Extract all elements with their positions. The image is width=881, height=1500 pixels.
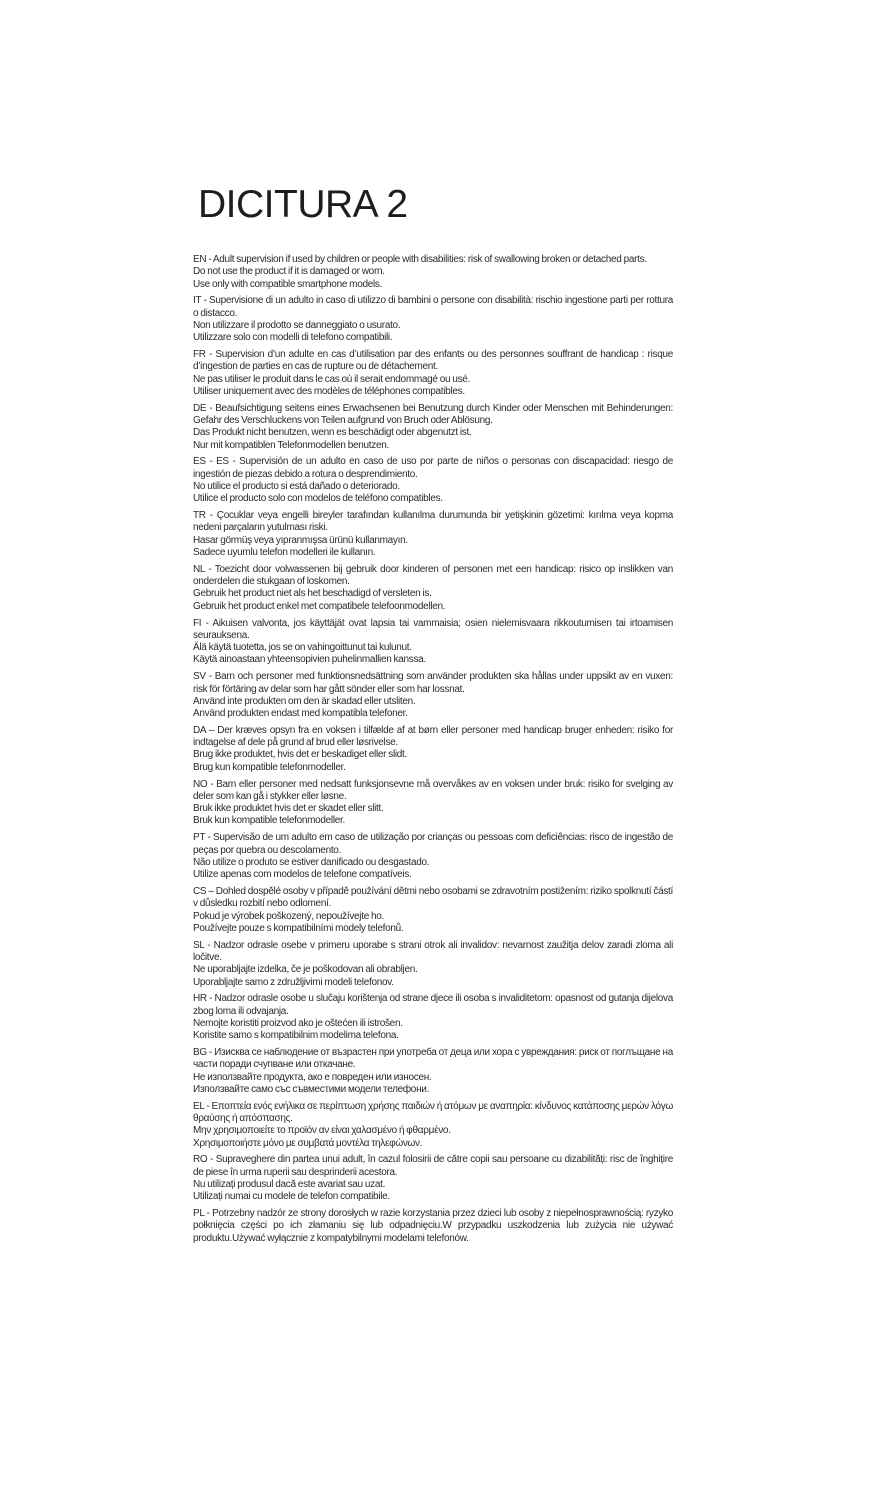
text-line: Non utilizzare il prodotto se danneggiato o usurato. bbox=[193, 319, 401, 331]
text-line: Não utilize o produto se estiver danificado ou desgastado. bbox=[193, 856, 430, 868]
text-line: PT - Supervisão de um adulto em caso de utilização por crianças ou pessoas com deficiências: risco de ingestão de peças por quebra ou descolamento. bbox=[193, 832, 673, 856]
text-line: Das Produkt nicht benutzen, wenn es beschädigt oder abgenutzt ist. bbox=[193, 427, 472, 439]
language-section-bg bbox=[193, 1047, 673, 1096]
language-section-en bbox=[193, 254, 673, 291]
text-line: DA – Der kræves opsyn fra en voksen i tilfælde af at børn eller personer med handicap bruger enheden: risiko for indtagelse af dele på grund af brud eller løsrivelse. bbox=[193, 724, 673, 749]
text-line: Utilizați numai cu modele de telefon compatibile. bbox=[193, 1191, 390, 1203]
language-section-es bbox=[193, 456, 673, 505]
text-line: PL - Potrzebny nadzór ze strony dorosłych w razie korzystania przez dzieci lub osoby z niepełnosprawnością: ryzyko połknięcia części po ich złamaniu się lub odpadnięciu.W przypadku uszkodzenia lub zużycia nie używać produktu.Używać wyłącznie z kompatybilnymi modelami telefonów. bbox=[193, 1208, 673, 1244]
text-line: Gebruik het product niet als het beschadigd of versleten is. bbox=[193, 588, 432, 600]
language-section-no bbox=[193, 779, 673, 828]
language-section-cs bbox=[193, 886, 673, 935]
language-section-ro bbox=[193, 1154, 673, 1203]
text-line: DE - Beaufsichtigung seitens eines Erwachsenen bei Benutzung durch Kinder oder Menschen mit Behinderungen: Gefahr des Verschluckens von Teilen aufgrund von Bruch oder Ablösung. bbox=[193, 402, 673, 427]
text-line: Använd produkten endast med kompatibla telefoner. bbox=[193, 708, 408, 720]
document-body bbox=[193, 254, 673, 1249]
text-line: Use only with compatible smartphone models. bbox=[193, 278, 383, 290]
text-line: Χρησιμοποιήστε μόνο με συμβατά μοντέλα τηλεφώνων. bbox=[193, 1137, 423, 1149]
text-line: Nemojte koristiti proizvod ako je oštećen ili istrošen. bbox=[193, 1017, 403, 1029]
text-line: EN - Adult supervision if used by children or people with disabilities: risk of swallowing broken or detached parts. bbox=[193, 254, 647, 265]
text-line: Använd inte produkten om den är skadad eller utsliten. bbox=[193, 695, 416, 707]
text-line: Bruk kun kompatible telefonmodeller. bbox=[193, 815, 345, 827]
language-section-fi bbox=[193, 618, 673, 667]
text-line: Pokud je výrobek poškozený, nepoužívejte ho. bbox=[193, 910, 385, 922]
language-section-sv bbox=[193, 671, 673, 720]
page-title: DICITURA 2 bbox=[198, 183, 408, 226]
text-line: RO - Supraveghere din partea unui adult, în cazul folosirii de către copii sau persoane cu dizabilități: risc de înghițire de piese în urma ruperii sau desprinderii acestora. bbox=[193, 1154, 673, 1178]
text-line: SV - Barn och personer med funktionsnedsättning som använder produkten ska hållas under uppsikt av en vuxen: risk för förtäring av delar som har gått sönder eller som har lossnat. bbox=[193, 671, 673, 695]
text-line: Brug ikke produktet, hvis det er beskadiget eller slidt. bbox=[193, 749, 408, 761]
text-line: BG - Изисква се наблюдение от възрастен при употреба от деца или хора с увреждания: риск от поглъщане на части поради счупване или откачане. bbox=[193, 1047, 673, 1071]
text-line: Nu utilizați produsul dacă este avariat sau uzat. bbox=[193, 1178, 386, 1190]
text-line: Не използвайте продукта, ако е повреден или износен. bbox=[193, 1071, 432, 1083]
language-section-it bbox=[193, 295, 673, 344]
text-line: ES - ES - Supervisión de un adulto en caso de uso por parte de niños o personas con discapacidad: riesgo de ingestión de piezas debido a rotura o desprendimiento. bbox=[193, 456, 673, 480]
language-section-sl bbox=[193, 940, 673, 989]
text-line: Utilice el producto solo con modelos de teléfono compatibles. bbox=[193, 493, 443, 505]
language-section-el bbox=[193, 1101, 673, 1150]
language-section-pl bbox=[193, 1208, 673, 1245]
language-section-pt bbox=[193, 832, 673, 881]
text-line: CS – Dohled dospělé osoby v případě používání dětmi nebo osobami se zdravotním postižením: riziko spolknutí částí v důsledku rozbití nebo odlomení. bbox=[193, 885, 673, 910]
text-line: IT - Supervisione di un adulto in caso di utilizzo di bambini o persone con disabilità: rischio ingestione parti per rottura o distacco. bbox=[193, 295, 673, 319]
text-line: TR - Çocuklar veya engelli bireyler tarafından kullanılma durumunda bir yetişkinin gözetimi: kırılma veya kopma nedeni parçaların yutulması riski. bbox=[193, 510, 673, 534]
text-line: Hasar görmüş veya yıpranmışsa ürünü kullanmayın. bbox=[193, 534, 408, 546]
language-section-hr bbox=[193, 993, 673, 1042]
text-line: FI - Aikuisen valvonta, jos käyttäjät ovat lapsia tai vammaisia; osien nielemisvaara rikkoutumisen tai irtoamisen seurauksena. bbox=[193, 617, 673, 641]
text-line: Brug kun kompatible telefonmodeller. bbox=[193, 761, 346, 773]
text-line: Uporabljajte samo z združljivimi modeli telefonov. bbox=[193, 976, 394, 988]
language-section-fr bbox=[193, 349, 673, 398]
text-line: Používejte pouze s kompatibilními modely telefonů. bbox=[193, 922, 404, 934]
text-line: No utilice el producto si está dañado o deteriorado. bbox=[193, 481, 400, 493]
text-line: EL - Εποπτεία ενός ενήλικα σε περίπτωση χρήσης παιδιών ή ατόμων με αναπηρία: κίνδυνος κατάποσης μερών λόγω θραύσης ή απόσπασης. bbox=[193, 1100, 673, 1124]
text-line: Sadece uyumlu telefon modelleri ile kullanın. bbox=[193, 547, 376, 559]
text-line: Bruk ikke produktet hvis det er skadet eller slitt. bbox=[193, 803, 384, 815]
language-section-nl bbox=[193, 564, 673, 613]
text-line: Ne pas utiliser le produit dans le cas où il serait endommagé ou usé. bbox=[193, 373, 471, 385]
text-line: SL - Nadzor odrasle osebe v primeru uporabe s strani otrok ali invalidov: nevarnost zaužitja delov zaradi zloma ali ločitve. bbox=[193, 939, 673, 963]
text-line: Älä käytä tuotetta, jos se on vahingoittunut tai kulunut. bbox=[193, 642, 412, 654]
text-line: FR - Supervision d’un adulte en cas d’utilisation par des enfants ou des personnes souffrant de handicap : risque d’ingestion de parties en cas de rupture ou de détachement. bbox=[193, 349, 673, 373]
text-line: Μην χρησιμοποιείτε το προϊόν αν είναι χαλασμένο ή φθαρμένο. bbox=[193, 1125, 451, 1137]
text-line: HR - Nadzor odrasle osobe u slučaju korištenja od strane djece ili osoba s invaliditetom: opasnost od gutanja dijelova zbog loma ili odvajanja. bbox=[193, 993, 673, 1017]
text-line: Ne uporabljajte izdelka, če je poškodovan ali obrabljen. bbox=[193, 964, 418, 976]
text-line: NL - Toezicht door volwassenen bij gebruik door kinderen of personen met een handicap: risico op inslikken van onderdelen die stukgaan of loskomen. bbox=[193, 563, 673, 588]
text-line: NO - Barn eller personer med nedsatt funksjonsevne må overvåkes av en voksen under bruk: risiko for svelging av deler som kan gå i stykker eller løsne. bbox=[193, 778, 673, 802]
language-section-tr bbox=[193, 510, 673, 559]
language-section-da bbox=[193, 725, 673, 774]
language-section-de bbox=[193, 403, 673, 452]
text-line: Използвайте само със съвместими модели телефони. bbox=[193, 1083, 430, 1095]
text-line: Käytä ainoastaan yhteensopivien puhelinmallien kanssa. bbox=[193, 654, 426, 666]
text-line: Do not use the product if it is damaged or worn. bbox=[193, 266, 385, 278]
text-line: Utiliser uniquement avec des modèles de téléphones compatibles. bbox=[193, 385, 465, 397]
text-line: Gebruik het product enkel met compatibele telefoonmodellen. bbox=[193, 600, 446, 612]
text-line: Utilizzare solo con modelli di telefono compatibili. bbox=[193, 332, 393, 344]
text-line: Nur mit kompatiblen Telefonmodellen benutzen. bbox=[193, 439, 389, 451]
text-line: Koristite samo s kompatibilnim modelima telefona. bbox=[193, 1030, 399, 1042]
text-line: Utilize apenas com modelos de telefone compatíveis. bbox=[193, 869, 412, 881]
